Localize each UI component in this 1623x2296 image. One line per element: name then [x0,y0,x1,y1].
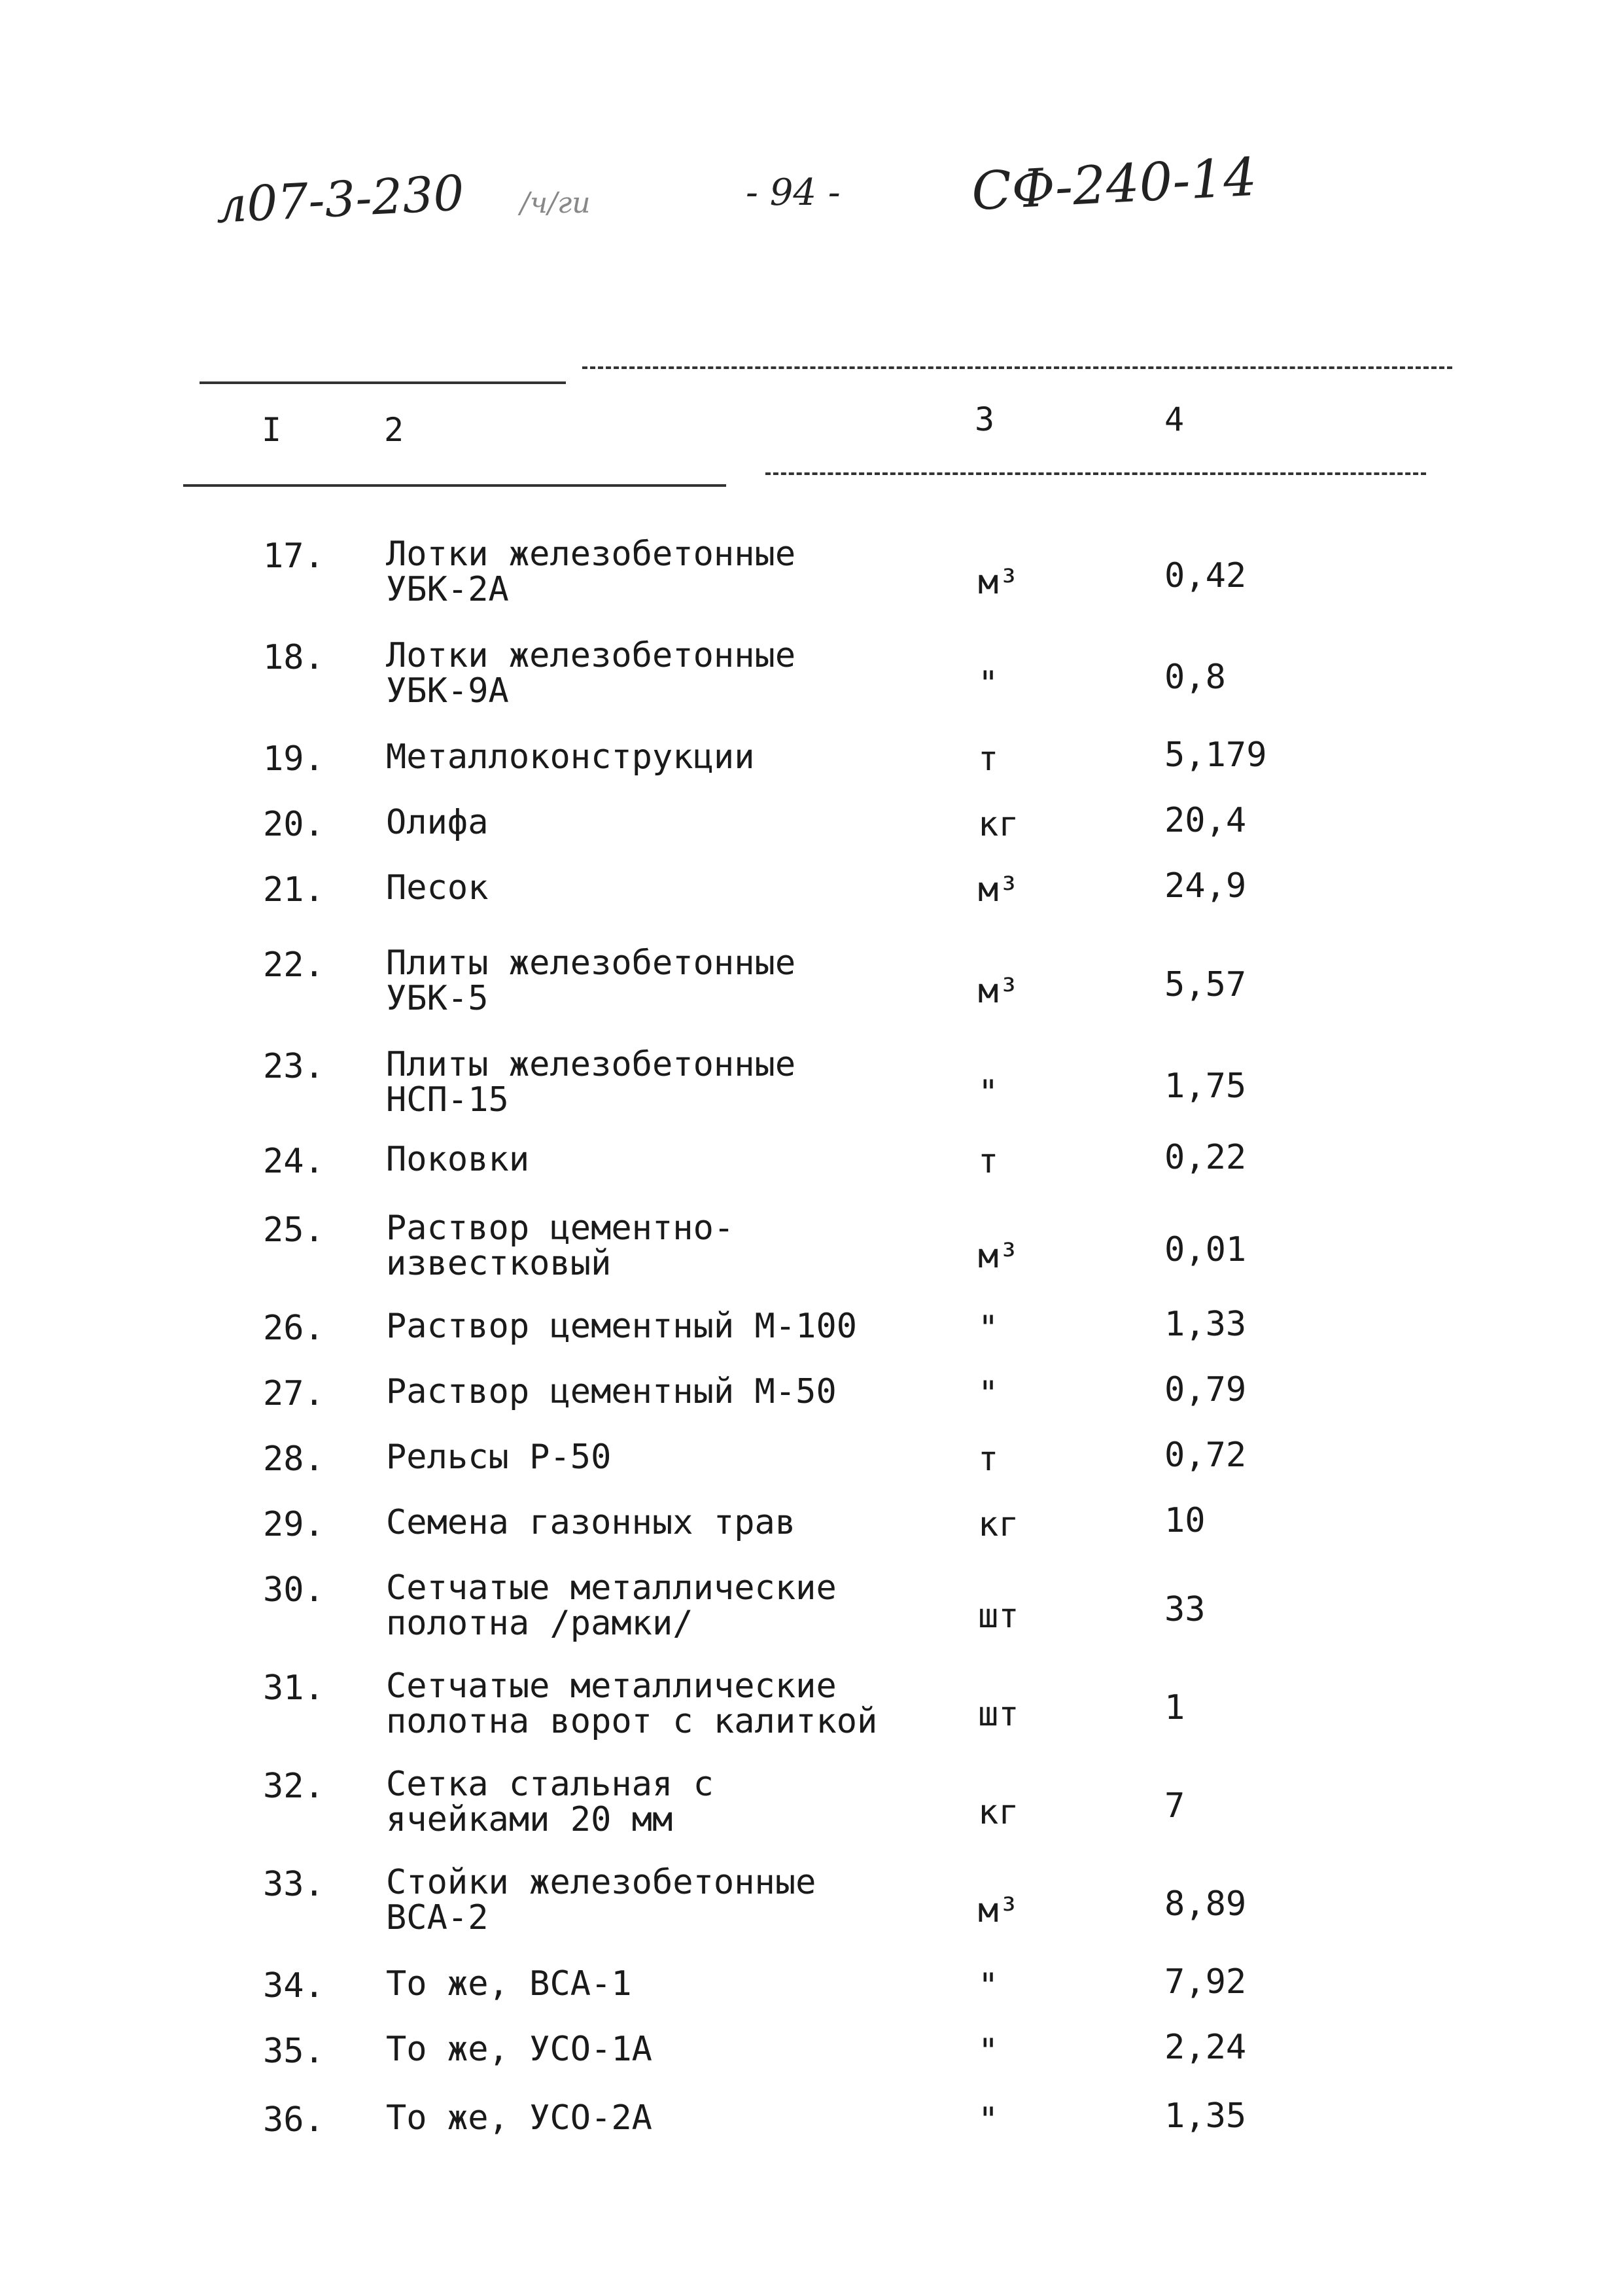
row-name-line: полотна ворот с калиткой [386,1702,878,1741]
row-quantity: 1 [1164,1688,1185,1727]
row-name [386,1669,877,1739]
row-name-line: То же, ВСА-1 [386,1964,632,2004]
row-quantity: 24,9 [1164,866,1247,906]
row-name-line: УБК-9А [386,671,509,711]
row-number: 26. [263,1309,324,1348]
row-name [386,1047,795,1118]
row-quantity: 7,92 [1164,1962,1247,2002]
row-unit: " [978,1374,999,1413]
row-name [386,1309,857,1344]
handwritten-scrawl: /ч/ги [520,186,591,220]
row-quantity: 8,89 [1164,1884,1247,1924]
row-quantity: 2,24 [1164,2028,1247,2067]
row-name-line: известковый [386,1244,612,1283]
row-name [386,1505,795,1540]
row-number: 32. [263,1767,324,1806]
row-unit: м³ [978,1891,1019,1930]
row-quantity: 1,75 [1164,1067,1247,1106]
sheet-code: СФ-240-14 [969,146,1259,222]
row-number: 22. [263,945,324,985]
row-name-line: Плиты железобетонные [386,944,796,983]
row-unit: т [978,739,999,779]
row-unit: т [978,1142,999,1181]
column-header-4: 4 [1164,400,1185,438]
row-name [386,1142,529,1177]
row-quantity: 0,72 [1164,1436,1247,1475]
row-name-line: Раствор цементный М-50 [386,1372,837,1411]
row-number: 24. [263,1142,324,1181]
row-unit: м³ [978,972,1019,1011]
row-unit: " [978,2100,999,2140]
row-name-line: Раствор цементно- [386,1209,735,1248]
row-unit: кг [978,1793,1019,1832]
row-number: 33. [263,1865,324,1904]
page-number: - 94 - [746,171,841,214]
row-name-line: Сетчатые металлические [386,1568,837,1608]
row-unit: м³ [978,1237,1019,1276]
row-name-line: Раствор цементный М-100 [386,1307,858,1346]
row-number: 35. [263,2032,324,2071]
row-name-line: Семена газонных трав [386,1503,796,1542]
row-name-line: ячейками 20 мм [386,1800,673,1839]
row-name [386,1210,734,1281]
row-name [386,2032,652,2067]
row-number: 25. [263,1210,324,1250]
row-name-line: Олифа [386,803,489,842]
row-unit: шт [978,1695,1019,1734]
row-name-line: То же, УСО-1А [386,2030,652,2069]
row-quantity: 0,8 [1164,658,1226,697]
row-name-line: Поковки [386,1140,530,1179]
row-number: 21. [263,870,324,910]
row-unit: " [978,1073,999,1112]
table-top-rule-dashed [582,366,1452,369]
row-name-line: Плиты железобетонные [386,1045,796,1084]
row-quantity: 0,01 [1164,1230,1247,1269]
row-quantity: 10 [1164,1501,1206,1540]
row-name-line: НСП-15 [386,1080,509,1120]
row-name [386,1374,837,1409]
row-name [386,1767,714,1837]
table-header-bottom-rule-dashed [765,472,1426,475]
row-name-line: полотна /рамки/ [386,1604,693,1643]
row-quantity: 33 [1164,1590,1206,1629]
row-quantity: 1,35 [1164,2096,1247,2136]
row-unit: м³ [978,870,1019,910]
row-name-line: То же, УСО-2А [386,2098,652,2138]
row-name-line: УБК-2А [386,570,509,609]
row-quantity: 1,33 [1164,1305,1247,1344]
row-unit: " [978,2032,999,2071]
column-header-2: 2 [384,411,404,449]
row-quantity: 7 [1164,1786,1185,1826]
row-name-line: ВСА-2 [386,1898,489,1937]
row-name [386,1865,816,1935]
row-number: 19. [263,739,324,779]
row-name [386,1439,611,1475]
row-unit: " [978,1966,999,2005]
row-name [386,870,489,906]
row-name-line: Лотки железобетонные [386,535,796,574]
row-unit: м³ [978,563,1019,602]
row-name-line: Металлоконструкции [386,737,755,777]
document-code: л07-3-230 [215,165,466,234]
row-number: 36. [263,2100,324,2140]
row-name [386,638,795,709]
row-unit: кг [978,805,1019,844]
row-quantity: 5,57 [1164,965,1247,1004]
row-number: 31. [263,1669,324,1708]
table-top-rule [200,381,566,384]
row-name-line: Лотки железобетонные [386,636,796,675]
row-number: 29. [263,1505,324,1544]
row-name-line: Песок [386,868,489,908]
row-name-line: Сетчатые металлические [386,1667,837,1706]
row-name [386,1966,632,2002]
row-number: 27. [263,1374,324,1413]
row-number: 30. [263,1570,324,1610]
row-name [386,739,755,775]
row-number: 17. [263,537,324,576]
row-name-line: Стойки железобетонные [386,1863,816,1902]
row-quantity: 20,4 [1164,801,1247,840]
row-number: 28. [263,1439,324,1479]
row-unit: " [978,1309,999,1348]
column-header-1: I [262,411,282,449]
row-unit: кг [978,1505,1019,1544]
row-number: 34. [263,1966,324,2005]
row-unit: " [978,664,999,703]
row-name [386,805,489,840]
row-name [386,537,795,607]
row-quantity: 0,79 [1164,1370,1247,1409]
row-name [386,945,795,1016]
row-number: 18. [263,638,324,677]
row-number: 23. [263,1047,324,1086]
row-name-line: Сетка стальная с [386,1765,714,1804]
row-quantity: 0,22 [1164,1138,1247,1177]
column-header-3: 3 [975,400,995,438]
table-header-bottom-rule [183,484,726,487]
row-quantity: 5,179 [1164,735,1267,775]
row-number: 20. [263,805,324,844]
row-unit: шт [978,1597,1019,1636]
row-quantity: 0,42 [1164,556,1247,595]
row-name-line: УБК-5 [386,979,489,1018]
row-name-line: Рельсы Р-50 [386,1438,612,1477]
row-name [386,1570,837,1641]
row-unit: т [978,1439,999,1479]
row-name [386,2100,652,2136]
